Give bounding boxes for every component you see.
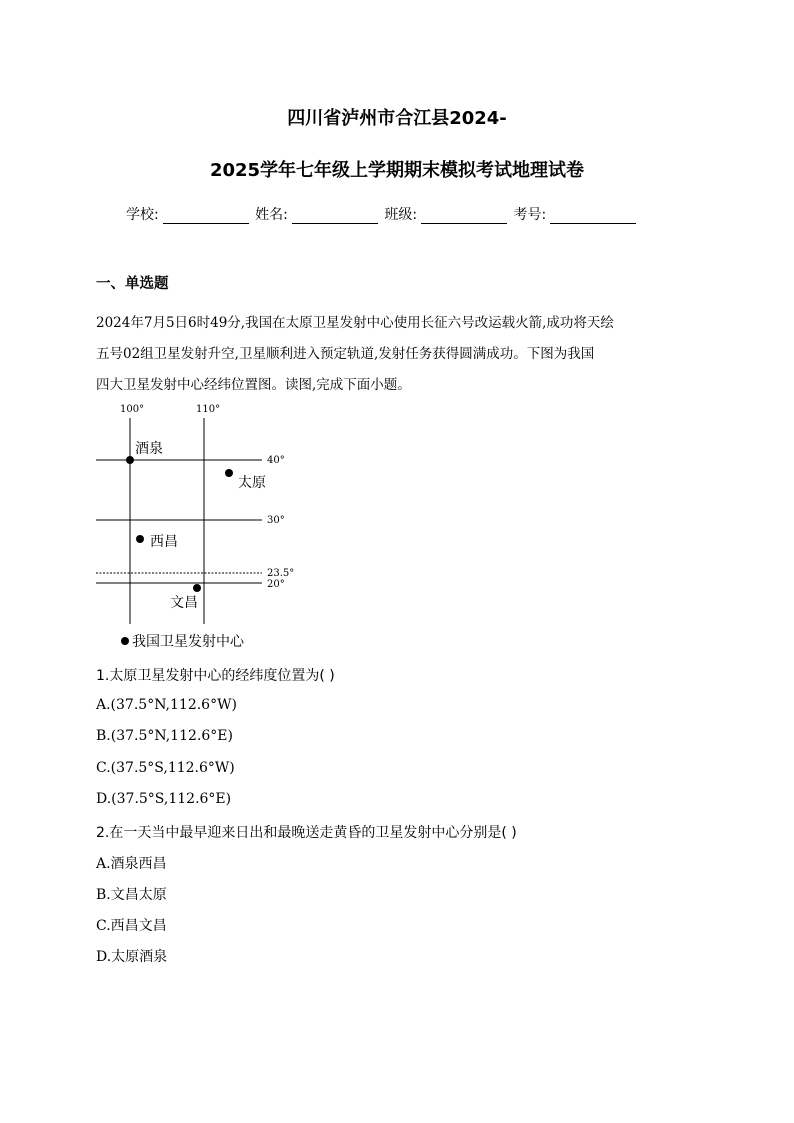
longitude-label-110: 110° [196, 404, 221, 415]
intro-line: 五号02组卫星发射升空,卫星顺利进入预定轨道,发射任务获得圆满成功。下图为我国 [96, 346, 595, 362]
longitude-label-100: 100° [120, 404, 145, 415]
class-field[interactable] [384, 204, 507, 224]
latitude-label-30: 30° [267, 515, 285, 526]
question-1-option-d[interactable]: D.(37.5°S,112.6°E) [96, 791, 232, 807]
student-info-fields [126, 204, 638, 224]
exam-number-field[interactable] [514, 204, 637, 224]
question-1-stem: 1.太原卫星发射中心的经纬度位置为( ) [96, 668, 335, 684]
name-field[interactable] [255, 204, 378, 224]
latitude-label-23-5: 23.5° [267, 568, 295, 579]
wenchang-site-dot [193, 584, 201, 592]
question-1-option-a[interactable]: A.(37.5°N,112.6°W) [96, 697, 237, 713]
question-2-option-b[interactable]: B.文昌太原 [96, 887, 167, 903]
latitude-label-20: 20° [267, 579, 285, 590]
taiyuan-site-label: 太原 [238, 475, 266, 491]
name-blank[interactable] [292, 209, 378, 224]
question-1-option-c[interactable]: C.(37.5°S,112.6°W) [96, 760, 235, 776]
intro-line: 四大卫星发射中心经纬位置图。读图,完成下面小题。 [96, 377, 411, 393]
legend-dot [121, 637, 129, 645]
taiyuan-site-dot [225, 469, 233, 477]
latitude-label-40: 40° [267, 455, 285, 466]
exam-title-line-1: 四川省泸州市合江县2024- [287, 108, 507, 129]
intro-line: 2024年7月5日6时49分,我国在太原卫星发射中心使用长征六号改运载火箭,成功将天绘 [96, 315, 614, 331]
wenchang-site-label: 文昌 [170, 595, 198, 611]
name-label: 姓名: [255, 207, 288, 223]
class-label: 班级: [384, 207, 418, 223]
jiuquan-site-label: 酒泉 [135, 441, 163, 457]
exam-number-label: 考号: [513, 207, 547, 223]
xichang-site-label: 西昌 [150, 534, 178, 550]
class-blank[interactable] [421, 209, 507, 224]
question-2-stem: 2.在一天当中最早迎来日出和最晚送走黄昏的卫星发射中心分别是( ) [96, 825, 517, 841]
exam-number-blank[interactable] [550, 209, 636, 224]
section-heading: 一、单选题 [96, 276, 169, 292]
xichang-site-dot [136, 535, 144, 543]
question-1-option-b[interactable]: B.(37.5°N,112.6°E) [96, 728, 233, 744]
launch-center-map [86, 398, 316, 656]
question-2-option-d[interactable]: D.太原酒泉 [96, 949, 168, 965]
jiuquan-site-dot [126, 456, 134, 464]
school-blank[interactable] [163, 209, 249, 224]
school-label: 学校: [126, 207, 159, 223]
question-2-option-a[interactable]: A.酒泉西昌 [96, 856, 167, 872]
map-legend: 我国卫星发射中心 [132, 634, 244, 650]
school-field[interactable] [126, 204, 249, 224]
intro-paragraph [96, 308, 706, 401]
question-2-option-c[interactable]: C.西昌文昌 [96, 918, 167, 934]
exam-title-line-2: 2025学年七年级上学期期末模拟考试地理试卷 [209, 160, 585, 181]
